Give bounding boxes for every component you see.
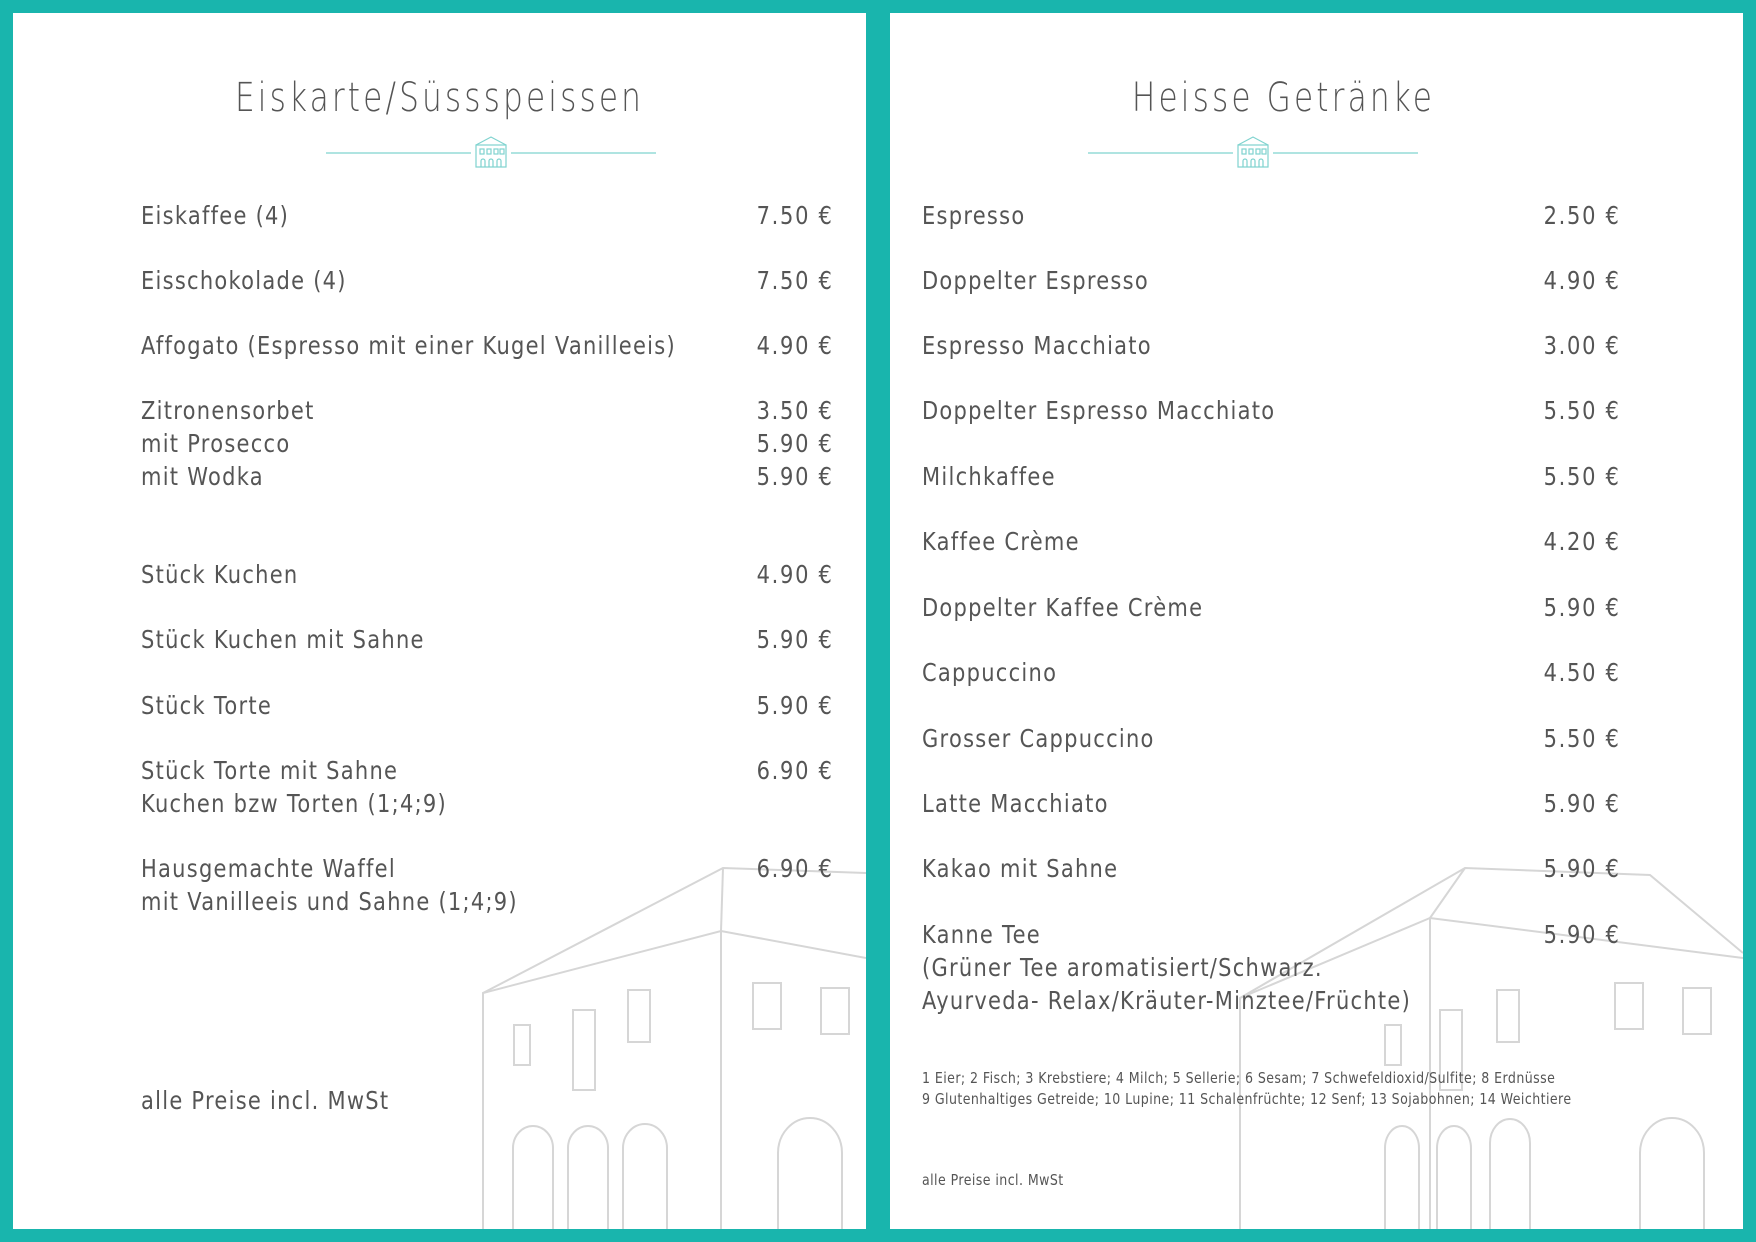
menu-item-price: 5.90 €	[1544, 789, 1621, 818]
menu-item-name: Stück Torte	[141, 691, 273, 720]
page-title: Eiskarte/Süssspeissen	[234, 75, 645, 121]
menu-item-name: mit Wodka	[141, 462, 264, 491]
menu-item-price: 2.50 €	[1544, 201, 1621, 230]
menu-item-name: Affogato (Espresso mit einer Kugel Vanilleeis)	[141, 331, 676, 360]
menu-item-price: 5.90 €	[1544, 593, 1621, 622]
menu-item-name: Eiskaffee (4)	[141, 201, 290, 230]
menu-item-price: 5.50 €	[1544, 396, 1621, 425]
menu-item-name: mit Vanilleeis und Sahne (1;4;9)	[141, 887, 518, 916]
menu-item-price: 4.90 €	[757, 331, 834, 360]
menu-item-name: Doppelter Espresso Macchiato	[922, 396, 1276, 425]
menu-item-name: Stück Kuchen	[141, 560, 299, 589]
menu-item-name: Kaffee Crème	[922, 527, 1080, 556]
menu-item-price: 5.90 €	[757, 625, 834, 654]
menu-item-price: 7.50 €	[757, 266, 834, 295]
allergen-line: 9 Glutenhaltiges Getreide; 10 Lupine; 11 Schalenfrüchte; 12 Senf; 13 Sojabohnen; 14 Weichtiere	[922, 1090, 1572, 1108]
menu-item-price: 5.50 €	[1544, 462, 1621, 491]
menu-item-price: 5.90 €	[757, 691, 834, 720]
menu-item-name: Kanne Tee	[922, 920, 1041, 949]
menu-item-name: Kakao mit Sahne	[922, 854, 1119, 883]
menu-item-name: Stück Kuchen mit Sahne	[141, 625, 425, 654]
house-icon	[326, 133, 656, 173]
menu-page-left	[13, 13, 866, 1229]
menu-item-name: Hausgemachte Waffel	[141, 854, 396, 883]
menu-item-price: 5.90 €	[757, 429, 834, 458]
menu-item-name: (Grüner Tee aromatisiert/Schwarz.	[922, 953, 1323, 982]
menu-item-name: Milchkaffee	[922, 462, 1056, 491]
house-watermark-left	[13, 13, 866, 1229]
menu-item-price: 3.00 €	[1544, 331, 1621, 360]
allergen-line: 1 Eier; 2 Fisch; 3 Krebstiere; 4 Milch; 5 Sellerie; 6 Sesam; 7 Schwefeldioxid/Sulfite; 8 Erdnüsse	[922, 1069, 1556, 1087]
menu-page-right	[890, 13, 1743, 1229]
menu-item-price: 5.50 €	[1544, 724, 1621, 753]
menu-item-price: 6.90 €	[757, 854, 834, 883]
menu-item-name: Kuchen bzw Torten (1;4;9)	[141, 789, 448, 818]
menu-item-name: Doppelter Kaffee Crème	[922, 593, 1204, 622]
menu-item-price: 5.90 €	[1544, 854, 1621, 883]
menu-item-price: 4.50 €	[1544, 658, 1621, 687]
menu-item-price: 4.90 €	[1544, 266, 1621, 295]
price-note: alle Preise incl. MwSt	[141, 1086, 390, 1115]
menu-item-name: mit Prosecco	[141, 429, 291, 458]
price-note: alle Preise incl. MwSt	[922, 1171, 1064, 1189]
menu-item-price: 4.90 €	[757, 560, 834, 589]
menu-item-name: Ayurveda- Relax/Kräuter-Minztee/Früchte)	[922, 986, 1412, 1015]
menu-item-name: Espresso	[922, 201, 1026, 230]
menu-item-name: Zitronensorbet	[141, 396, 315, 425]
menu-item-price: 6.90 €	[757, 756, 834, 785]
menu-item-price: 4.20 €	[1544, 527, 1621, 556]
menu-item-price: 5.90 €	[1544, 920, 1621, 949]
menu-item-name: Doppelter Espresso	[922, 266, 1149, 295]
page-title: Heisse Getränke	[1131, 75, 1436, 121]
house-icon	[1088, 133, 1418, 173]
menu-item-name: Grosser Cappuccino	[922, 724, 1155, 753]
menu-item-name: Espresso Macchiato	[922, 331, 1152, 360]
menu-item-name: Cappuccino	[922, 658, 1058, 687]
menu-item-name: Latte Macchiato	[922, 789, 1109, 818]
menu-item-price: 7.50 €	[757, 201, 834, 230]
menu-item-price: 3.50 €	[757, 396, 834, 425]
menu-item-price: 5.90 €	[757, 462, 834, 491]
menu-item-name: Stück Torte mit Sahne	[141, 756, 399, 785]
menu-item-name: Eisschokolade (4)	[141, 266, 347, 295]
